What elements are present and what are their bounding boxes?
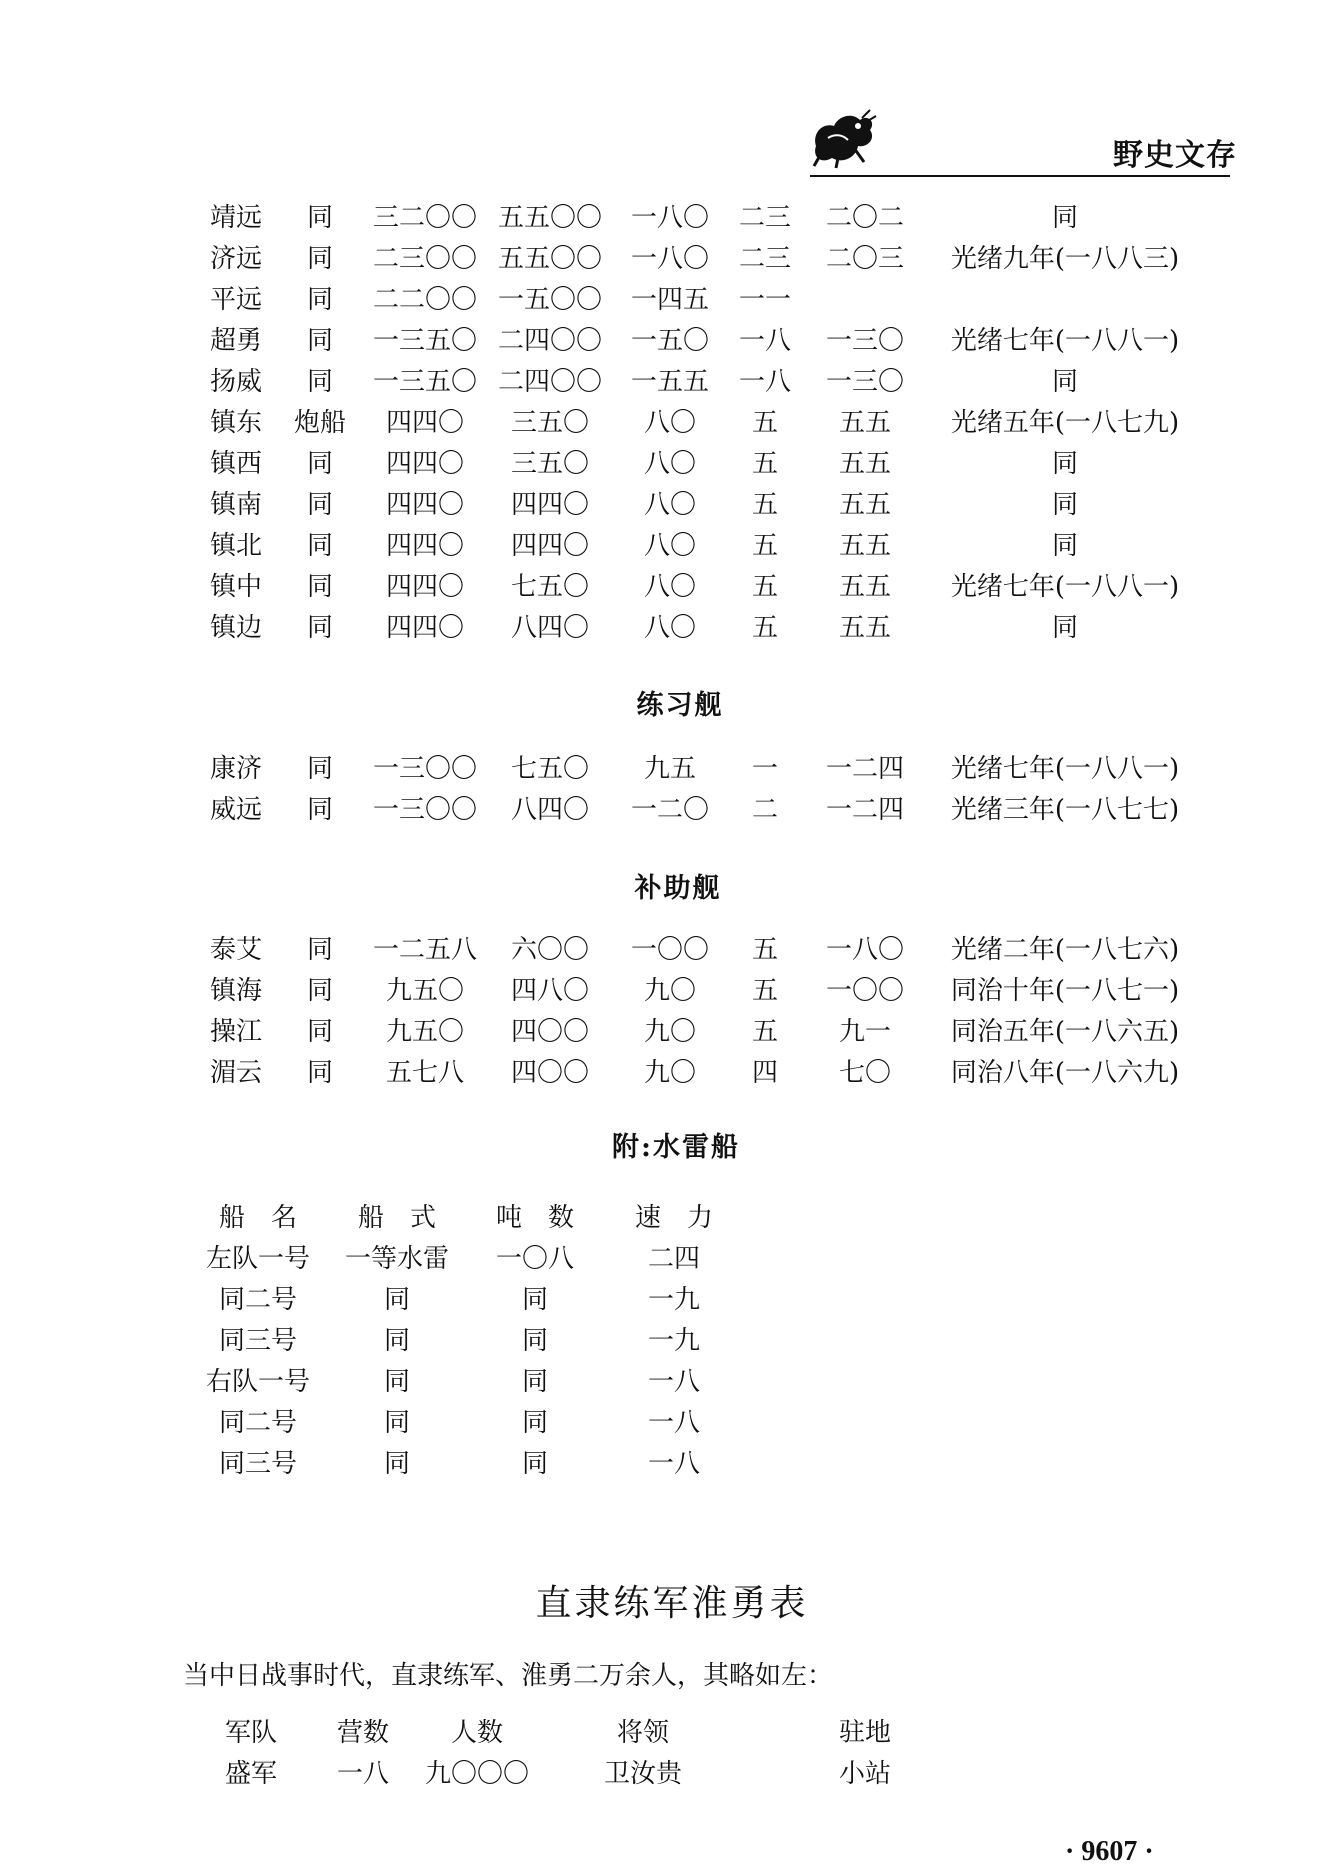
table-cell: 同治十年(一八七一)	[950, 976, 1180, 1006]
table-cell: 九〇	[643, 1017, 697, 1047]
table-cell: 一二〇	[630, 795, 710, 825]
table-cell: 一〇八	[495, 1244, 575, 1274]
table-cell: 卫汝贵	[603, 1759, 683, 1789]
table-cell: 四四〇	[510, 531, 590, 561]
table-cell: 四四〇	[385, 449, 465, 479]
table-cell: 七五〇	[510, 754, 590, 784]
table-cell: 同治五年(一八六五)	[950, 1017, 1180, 1047]
table-cell: 同二号	[218, 1408, 298, 1438]
table-cell: 炮船	[293, 408, 347, 438]
table-cell: 二〇二	[825, 203, 905, 233]
table-cell: 同	[1051, 613, 1079, 643]
table-cell: 九〇〇〇	[424, 1759, 530, 1789]
table-cell: 五五	[838, 531, 892, 561]
table-cell: 八〇	[643, 531, 697, 561]
table-cell: 一八	[738, 367, 792, 397]
table-cell: 同	[1051, 367, 1079, 397]
table-cell: 同	[306, 449, 334, 479]
table-cell: 光绪七年(一八八一)	[950, 572, 1180, 602]
table-cell: 军队	[224, 1718, 278, 1748]
table-cell: 九一	[838, 1017, 892, 1047]
table-cell: 五	[751, 449, 779, 479]
table-cell: 二三	[738, 244, 792, 274]
table-cell: 六〇〇	[510, 935, 590, 965]
table-cell: 同	[521, 1408, 549, 1438]
table-cell: 同	[521, 1367, 549, 1397]
table-cell: 同三号	[218, 1326, 298, 1356]
table-cell: 一八〇	[630, 203, 710, 233]
table-cell: 同	[306, 1058, 334, 1088]
table-cell: 同	[306, 285, 334, 315]
table-cell: 一五〇〇	[497, 285, 603, 315]
page-number: · 9607 ·	[1065, 1836, 1154, 1867]
table-cell: 同	[383, 1449, 411, 1479]
table-cell: 五五	[838, 572, 892, 602]
table-cell: 五五	[838, 449, 892, 479]
table-cell: 同	[306, 367, 334, 397]
table-cell: 九〇	[643, 1058, 697, 1088]
table-cell: 同	[306, 1017, 334, 1047]
table-cell: 一二四	[825, 795, 905, 825]
table-cell: 同	[306, 572, 334, 602]
table-cell: 济远	[210, 244, 263, 274]
table-cell: 光绪五年(一八七九)	[950, 408, 1180, 438]
table-cell: 二三〇〇	[372, 244, 478, 274]
dragon-icon	[808, 108, 878, 170]
table-cell: 九五〇	[385, 976, 465, 1006]
table-cell: 四四〇	[385, 408, 465, 438]
table-cell: 镇南	[210, 490, 263, 520]
table-cell: 同	[306, 613, 334, 643]
header-divider	[810, 175, 1230, 177]
table-cell: 一〇〇	[825, 976, 905, 1006]
table-cell: 一三〇	[825, 367, 905, 397]
table-cell: 同	[383, 1285, 411, 1315]
table-cell: 四四〇	[385, 613, 465, 643]
table-cell: 同	[306, 935, 334, 965]
table-cell: 四四〇	[385, 572, 465, 602]
table-cell: 八四〇	[510, 613, 590, 643]
table-cell: 五五	[838, 490, 892, 520]
table-cell: 五五〇〇	[497, 203, 603, 233]
table-cell: 一八	[647, 1408, 701, 1438]
table-cell: 五五	[838, 408, 892, 438]
table-cell: 四八〇	[510, 976, 590, 1006]
table-cell: 小站	[838, 1759, 892, 1789]
table-cell: 操江	[210, 1017, 263, 1047]
table-cell: 五	[751, 613, 779, 643]
table-cell: 船 名	[218, 1203, 298, 1233]
table-cell: 五五〇〇	[497, 244, 603, 274]
table-cell: 二二〇〇	[372, 285, 478, 315]
table-cell: 五五	[838, 613, 892, 643]
table-cell: 扬威	[210, 367, 263, 397]
table-cell: 一四五	[630, 285, 710, 315]
table-cell: 同	[306, 754, 334, 784]
table-cell: 七五〇	[510, 572, 590, 602]
table-cell: 同	[306, 326, 334, 356]
table-cell: 同	[1051, 449, 1079, 479]
table-cell: 一三〇	[825, 326, 905, 356]
table-cell: 五七八	[385, 1058, 465, 1088]
table-cell: 同	[306, 795, 334, 825]
table-cell: 二四〇〇	[497, 367, 603, 397]
table-cell: 同	[306, 490, 334, 520]
table-cell: 四	[751, 1058, 779, 1088]
table-cell: 驻地	[838, 1718, 892, 1748]
table-cell: 同	[1051, 203, 1079, 233]
table-cell: 四四〇	[385, 490, 465, 520]
table-cell: 八〇	[643, 613, 697, 643]
table-cell: 营数	[336, 1718, 390, 1748]
table-cell: 右队一号	[205, 1367, 311, 1397]
table-cell: 二三	[738, 203, 792, 233]
table-cell: 同	[383, 1326, 411, 1356]
table-cell: 威远	[210, 795, 263, 825]
table-cell: 九五〇	[385, 1017, 465, 1047]
table-cell: 七〇	[838, 1058, 892, 1088]
army-table-title: 直隶练军淮勇表	[535, 1583, 809, 1624]
army-table-intro: 当中日战事时代，直隶练军、淮勇二万余人，其略如左：	[183, 1661, 834, 1691]
table-cell: 一八	[336, 1759, 390, 1789]
table-cell: 一九	[647, 1285, 701, 1315]
table-cell: 三五〇	[510, 449, 590, 479]
table-cell: 超勇	[210, 326, 263, 356]
table-cell: 五	[751, 572, 779, 602]
table-cell: 镇中	[210, 572, 263, 602]
table-cell: 一三〇〇	[372, 754, 478, 784]
table-cell: 八〇	[643, 572, 697, 602]
table-cell: 湄云	[210, 1058, 263, 1088]
table-cell: 五	[751, 976, 779, 1006]
table-cell: 光绪三年(一八七七)	[950, 795, 1180, 825]
table-cell: 泰艾	[210, 935, 263, 965]
table-cell: 人数	[450, 1718, 504, 1748]
table-cell: 船 式	[357, 1203, 437, 1233]
table-cell: 光绪九年(一八八三)	[950, 244, 1180, 274]
table-cell: 九五	[643, 754, 697, 784]
table-cell: 四四〇	[510, 490, 590, 520]
table-cell: 一八	[647, 1367, 701, 1397]
table-cell: 八〇	[643, 490, 697, 520]
table-cell: 一五五	[630, 367, 710, 397]
table-cell: 同	[1051, 490, 1079, 520]
table-cell: 二四	[647, 1244, 701, 1274]
table-cell: 镇边	[210, 613, 263, 643]
table-cell: 同	[383, 1408, 411, 1438]
table-cell: 镇东	[210, 408, 263, 438]
table-cell: 四四〇	[385, 531, 465, 561]
header-title: 野史文存	[1113, 138, 1237, 173]
table-cell: 镇北	[210, 531, 263, 561]
table-cell: 光绪七年(一八八一)	[950, 754, 1180, 784]
table-cell: 光绪二年(一八七六)	[950, 935, 1180, 965]
table-cell: 一八〇	[825, 935, 905, 965]
table-cell: 一三五〇	[372, 367, 478, 397]
table-cell: 同	[521, 1449, 549, 1479]
table-cell: 平远	[210, 285, 263, 315]
table-cell: 靖远	[210, 203, 263, 233]
table-cell: 一〇〇	[630, 935, 710, 965]
table-cell: 同	[1051, 531, 1079, 561]
table-cell: 三五〇	[510, 408, 590, 438]
table-cell: 二四〇〇	[497, 326, 603, 356]
table-cell: 同	[306, 531, 334, 561]
table-cell: 同治八年(一八六九)	[950, 1058, 1180, 1088]
table-cell: 九〇	[643, 976, 697, 1006]
table-cell: 一等水雷	[344, 1244, 450, 1274]
table-cell: 五	[751, 531, 779, 561]
section-heading-training: 练习舰	[636, 690, 724, 721]
section-heading-auxiliary: 补助舰	[634, 873, 722, 904]
table-cell: 光绪七年(一八八一)	[950, 326, 1180, 356]
table-cell: 同二号	[218, 1285, 298, 1315]
table-cell: 八〇	[643, 449, 697, 479]
table-cell: 同	[306, 203, 334, 233]
table-cell: 一八	[738, 326, 792, 356]
table-cell: 四〇〇	[510, 1058, 590, 1088]
table-cell: 一九	[647, 1326, 701, 1356]
table-cell: 盛军	[224, 1759, 278, 1789]
table-cell: 五	[751, 408, 779, 438]
table-cell: 五	[751, 1017, 779, 1047]
table-cell: 吨 数	[495, 1203, 575, 1233]
table-cell: 速 力	[634, 1203, 714, 1233]
table-cell: 镇西	[210, 449, 263, 479]
table-cell: 同三号	[218, 1449, 298, 1479]
table-cell: 一八〇	[630, 244, 710, 274]
table-cell: 一二五八	[372, 935, 478, 965]
table-cell: 八四〇	[510, 795, 590, 825]
table-cell: 同	[521, 1326, 549, 1356]
table-cell: 一三〇〇	[372, 795, 478, 825]
table-cell: 一一	[738, 285, 792, 315]
table-cell: 二	[751, 795, 779, 825]
table-cell: 四〇〇	[510, 1017, 590, 1047]
table-cell: 镇海	[210, 976, 263, 1006]
table-cell: 同	[306, 976, 334, 1006]
table-cell: 一三五〇	[372, 326, 478, 356]
table-cell: 康济	[210, 754, 263, 784]
table-cell: 八〇	[643, 408, 697, 438]
table-cell: 五	[751, 935, 779, 965]
section-heading-torpedo: 附:水雷船	[612, 1132, 740, 1163]
table-cell: 一二四	[825, 754, 905, 784]
table-cell: 一八	[647, 1449, 701, 1479]
table-cell: 同	[306, 244, 334, 274]
table-cell: 将领	[616, 1718, 670, 1748]
table-cell: 同	[383, 1367, 411, 1397]
table-cell: 二〇三	[825, 244, 905, 274]
table-cell: 一五〇	[630, 326, 710, 356]
table-cell: 同	[521, 1285, 549, 1315]
table-cell: 五	[751, 490, 779, 520]
table-cell: 一	[751, 754, 779, 784]
table-cell: 三二〇〇	[372, 203, 478, 233]
table-cell: 左队一号	[205, 1244, 311, 1274]
